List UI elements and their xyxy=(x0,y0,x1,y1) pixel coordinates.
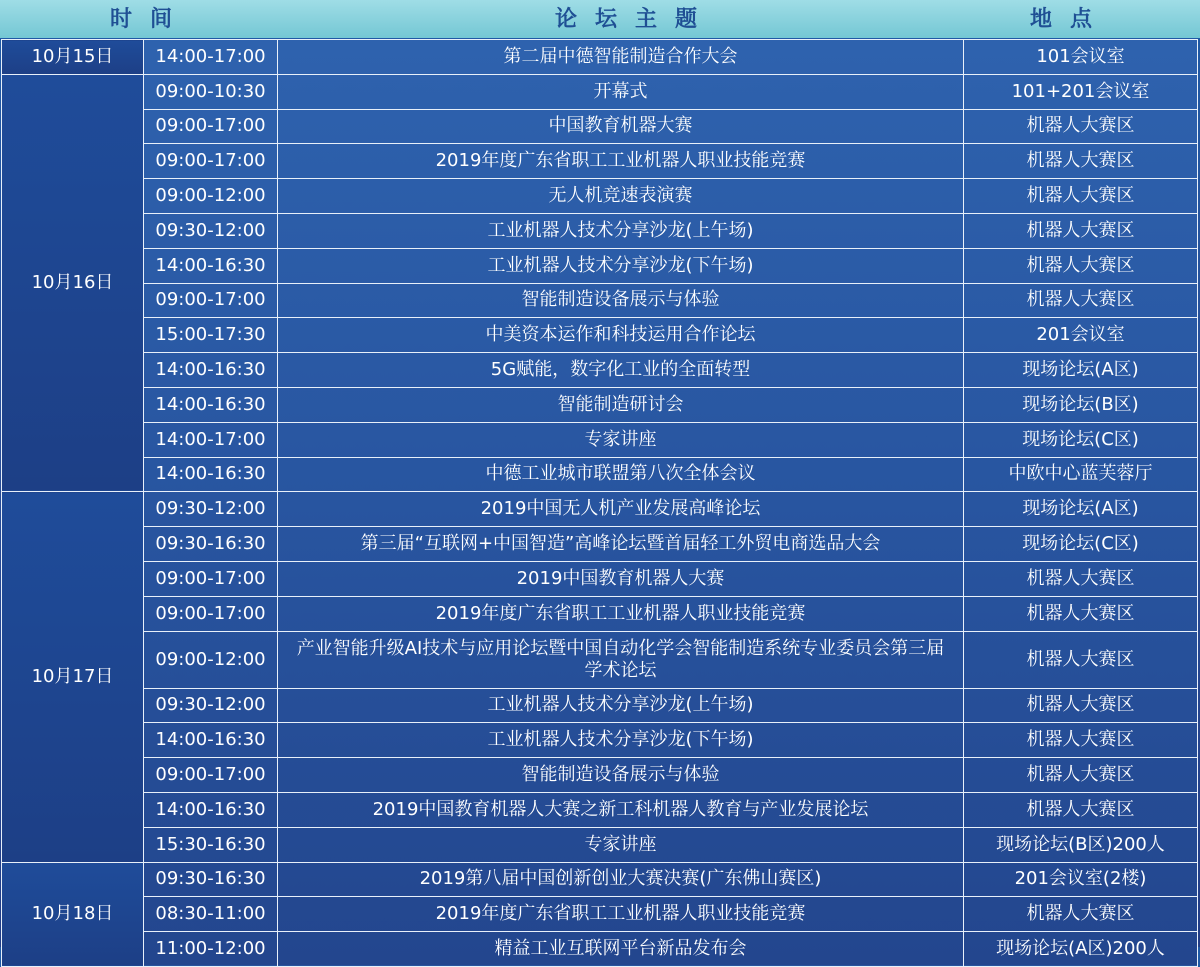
location-cell: 现场论坛(C区) xyxy=(964,422,1198,457)
time-cell: 14:00-16:30 xyxy=(144,353,278,388)
location-cell: 机器人大赛区 xyxy=(964,248,1198,283)
topic-cell: 开幕式 xyxy=(278,74,964,109)
topic-cell: 中美资本运作和科技运用合作论坛 xyxy=(278,318,964,353)
table-row xyxy=(2,109,1198,144)
time-cell: 09:00-17:00 xyxy=(144,144,278,179)
date-cell: 10月15日 xyxy=(2,40,144,75)
topic-cell: 2019第八届中国创新创业大赛决赛(广东佛山赛区) xyxy=(278,862,964,897)
location-cell: 现场论坛(A区) xyxy=(964,353,1198,388)
topic-cell: 智能制造设备展示与体验 xyxy=(278,283,964,318)
topic-cell: 2019年度广东省职工工业机器人职业技能竞赛 xyxy=(278,897,964,932)
time-cell: 09:00-12:00 xyxy=(144,179,278,214)
table-row xyxy=(2,932,1198,967)
location-cell: 机器人大赛区 xyxy=(964,283,1198,318)
table-row xyxy=(2,144,1198,179)
location-cell: 101会议室 xyxy=(964,40,1198,75)
topic-cell: 专家讲座 xyxy=(278,827,964,862)
topic-cell: 中国教育机器大赛 xyxy=(278,109,964,144)
time-cell: 09:30-16:30 xyxy=(144,527,278,562)
date-cell: 10月18日 xyxy=(2,862,144,966)
table-row xyxy=(2,248,1198,283)
table-row xyxy=(2,457,1198,492)
topic-cell: 2019中国无人机产业发展高峰论坛 xyxy=(278,492,964,527)
topic-cell: 中德工业城市联盟第八次全体会议 xyxy=(278,457,964,492)
table-row xyxy=(2,561,1198,596)
location-cell: 现场论坛(A区)200人 xyxy=(964,932,1198,967)
location-cell: 现场论坛(B区) xyxy=(964,387,1198,422)
location-cell: 机器人大赛区 xyxy=(964,688,1198,723)
table-row xyxy=(2,492,1198,527)
topic-cell: 工业机器人技术分享沙龙(上午场) xyxy=(278,688,964,723)
location-cell: 101+201会议室 xyxy=(964,74,1198,109)
topic-cell: 2019中国教育机器人大赛 xyxy=(278,561,964,596)
header-time: 时间 xyxy=(109,6,190,32)
time-cell: 09:00-10:30 xyxy=(144,74,278,109)
location-cell: 机器人大赛区 xyxy=(964,179,1198,214)
location-cell: 机器人大赛区 xyxy=(964,561,1198,596)
topic-cell: 专家讲座 xyxy=(278,422,964,457)
table-row xyxy=(2,527,1198,562)
table-row xyxy=(2,758,1198,793)
topic-cell: 智能制造设备展示与体验 xyxy=(278,758,964,793)
time-cell: 14:00-17:00 xyxy=(144,40,278,75)
time-cell: 15:30-16:30 xyxy=(144,827,278,862)
time-cell: 09:00-12:00 xyxy=(144,631,278,688)
topic-cell: 工业机器人技术分享沙龙(上午场) xyxy=(278,213,964,248)
time-cell: 14:00-16:30 xyxy=(144,723,278,758)
table-row xyxy=(2,792,1198,827)
topic-cell: 2019中国教育机器人大赛之新工科机器人教育与产业发展论坛 xyxy=(278,792,964,827)
table-row xyxy=(2,688,1198,723)
location-cell: 现场论坛(A区) xyxy=(964,492,1198,527)
time-cell: 14:00-16:30 xyxy=(144,792,278,827)
topic-cell: 第二届中德智能制造合作大会 xyxy=(278,40,964,75)
table-row xyxy=(2,862,1198,897)
time-cell: 09:00-17:00 xyxy=(144,109,278,144)
header-location: 地点 xyxy=(1029,6,1110,32)
table-row xyxy=(2,422,1198,457)
location-cell: 机器人大赛区 xyxy=(964,213,1198,248)
table-row xyxy=(2,40,1198,75)
time-cell: 09:30-12:00 xyxy=(144,492,278,527)
topic-cell: 第三届“互联网+中国智造”高峰论坛暨首届轻工外贸电商选品大会 xyxy=(278,527,964,562)
time-cell: 09:00-17:00 xyxy=(144,596,278,631)
location-cell: 机器人大赛区 xyxy=(964,631,1198,688)
table-row xyxy=(2,723,1198,758)
location-cell: 现场论坛(B区)200人 xyxy=(964,827,1198,862)
location-cell: 机器人大赛区 xyxy=(964,897,1198,932)
topic-cell: 工业机器人技术分享沙龙(下午场) xyxy=(278,723,964,758)
schedule-table xyxy=(1,39,1198,967)
location-cell: 201会议室 xyxy=(964,318,1198,353)
time-cell: 09:00-17:00 xyxy=(144,561,278,596)
topic-cell: 工业机器人技术分享沙龙(下午场) xyxy=(278,248,964,283)
topic-cell: 无人机竞速表演赛 xyxy=(278,179,964,214)
location-cell: 201会议室(2楼) xyxy=(964,862,1198,897)
topic-cell: 精益工业互联网平台新品发布会 xyxy=(278,932,964,967)
time-cell: 09:00-17:00 xyxy=(144,283,278,318)
table-row xyxy=(2,827,1198,862)
location-cell: 中欧中心蓝芙蓉厅 xyxy=(964,457,1198,492)
topic-cell: 智能制造研讨会 xyxy=(278,387,964,422)
table-row xyxy=(2,283,1198,318)
table-row xyxy=(2,631,1198,688)
date-cell: 10月17日 xyxy=(2,492,144,862)
location-cell: 机器人大赛区 xyxy=(964,758,1198,793)
time-cell: 08:30-11:00 xyxy=(144,897,278,932)
time-cell: 09:00-17:00 xyxy=(144,758,278,793)
table-row xyxy=(2,353,1198,388)
table-row xyxy=(2,596,1198,631)
location-cell: 机器人大赛区 xyxy=(964,596,1198,631)
topic-cell: 产业智能升级AI技术与应用论坛暨中国自动化学会智能制造系统专业委员会第三届学术论坛 xyxy=(278,631,964,688)
time-cell: 14:00-16:30 xyxy=(144,387,278,422)
location-cell: 机器人大赛区 xyxy=(964,109,1198,144)
location-cell: 机器人大赛区 xyxy=(964,792,1198,827)
topic-cell: 2019年度广东省职工工业机器人职业技能竞赛 xyxy=(278,596,964,631)
table-row xyxy=(2,74,1198,109)
location-cell: 现场论坛(C区) xyxy=(964,527,1198,562)
table-row xyxy=(2,179,1198,214)
time-cell: 14:00-17:00 xyxy=(144,422,278,457)
time-cell: 14:00-16:30 xyxy=(144,248,278,283)
table-row xyxy=(2,318,1198,353)
schedule-body xyxy=(2,40,1198,967)
header-topic: 论坛主题 xyxy=(554,6,715,32)
time-cell: 11:00-12:00 xyxy=(144,932,278,967)
date-cell: 10月16日 xyxy=(2,74,144,492)
time-cell: 09:30-12:00 xyxy=(144,688,278,723)
location-cell: 机器人大赛区 xyxy=(964,144,1198,179)
table-row xyxy=(2,897,1198,932)
time-cell: 09:30-12:00 xyxy=(144,213,278,248)
table-header xyxy=(0,0,1200,38)
time-cell: 14:00-16:30 xyxy=(144,457,278,492)
table-row xyxy=(2,213,1198,248)
topic-cell: 5G赋能，数字化工业的全面转型 xyxy=(278,353,964,388)
time-cell: 09:30-16:30 xyxy=(144,862,278,897)
time-cell: 15:00-17:30 xyxy=(144,318,278,353)
topic-cell: 2019年度广东省职工工业机器人职业技能竞赛 xyxy=(278,144,964,179)
location-cell: 机器人大赛区 xyxy=(964,723,1198,758)
table-row xyxy=(2,387,1198,422)
